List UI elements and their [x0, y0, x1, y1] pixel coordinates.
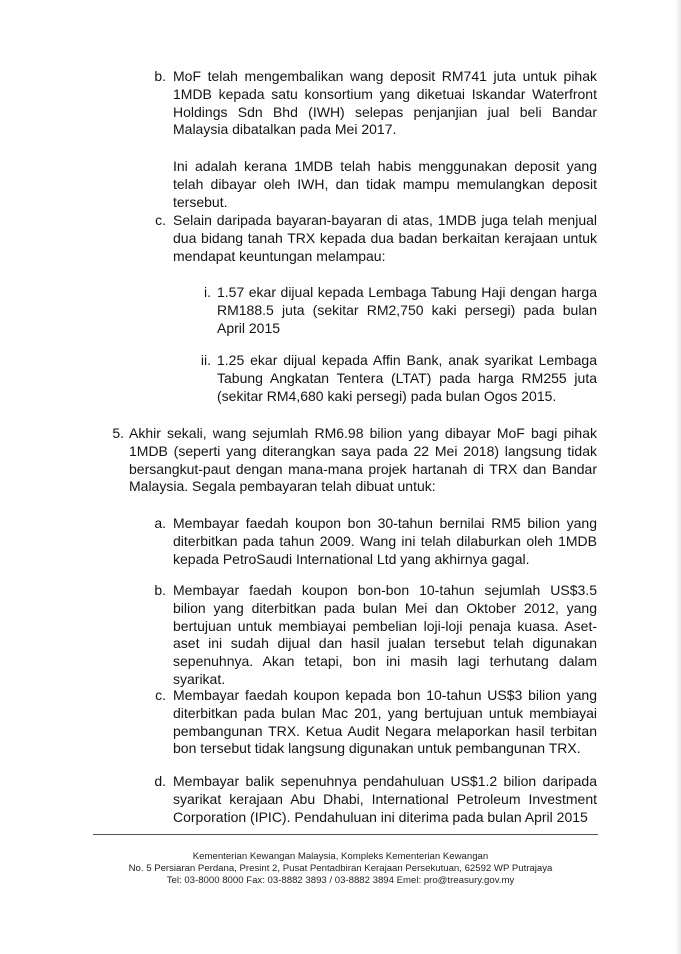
item-label: b.: [154, 68, 166, 84]
section-number: 5.: [112, 425, 124, 441]
item-label: d.: [154, 773, 166, 789]
footer-line-2: No. 5 Persiaran Perdana, Presint 2, Pusat Pentadbiran Kerajaan Persekutuan, 62592 WP Putrajaya: [128, 863, 553, 874]
item-5a-paragraph: Membayar faedah koupon bon 30-tahun bernilai RM5 bilion yang diterbitkan pada tahun 2009. Wang ini telah dilaburkan oleh 1MDB kepada PetroSaudi International Ltd yang akhirnya gagal.: [173, 515, 597, 567]
item-label: c.: [155, 212, 166, 228]
item-5d-paragraph: Membayar balik sepenuhnya pendahuluan US$1.2 bilion daripada syarikat kerajaan Abu Dhabi, International Petroleum Investment Corporation (IPIC). Pendahuluan ini diterima pada bulan April 2015: [173, 773, 597, 825]
item-label: b.: [154, 582, 166, 598]
subitem-i-paragraph: 1.57 ekar dijual kepada Lembaga Tabung Haji dengan harga RM188.5 juta (sekitar RM2,750 kaki persegi) pada bulan April 2015: [217, 284, 597, 336]
section-5-paragraph: Akhir sekali, wang sejumlah RM6.98 bilion yang dibayar MoF bagi pihak 1MDB (seperti yang diterangkan saya pada 22 Mei 2018) langsung tidak bersangkut-paut dengan mana-mana projek hartanah di TRX dan Bandar Malaysia. Segala pembayaran telah dibuat untuk:: [129, 425, 597, 495]
subitem-label: ii.: [200, 352, 211, 368]
item-c-paragraph: Selain daripada bayaran-bayaran di atas, 1MDB juga telah menjual dua bidang tanah TRX kepada dua badan berkaitan kerajaan untuk mendapat keuntungan melampau:: [173, 212, 597, 264]
subitem-ii-paragraph: 1.25 ekar dijual kepada Affin Bank, anak syarikat Lembaga Tabung Angkatan Tentera (LTAT) pada harga RM255 juta (sekitar RM4,680 kaki persegi) pada bulan Ogos 2015.: [217, 352, 597, 404]
item-b-followup: Ini adalah kerana 1MDB telah habis menggunakan deposit yang telah dibayar oleh IWH, dan tidak mampu memulangkan deposit tersebut.: [173, 158, 597, 210]
item-5c-paragraph: Membayar faedah koupon kepada bon 10-tahun US$3 bilion yang diterbitkan pada bulan Mac 201, yang bertujuan untuk membiayai pembangunan TRX. Ketua Audit Negara melaporkan hasil terbitan bon tersebut tidak langsung digunakan untuk pembangunan TRX.: [173, 687, 597, 757]
item-label: c.: [155, 687, 166, 703]
item-5b-paragraph: Membayar faedah koupon bon-bon 10-tahun sejumlah US$3.5 bilion yang diterbitkan pada bulan Mei dan Oktober 2012, yang bertujuan untuk membiayai pembelian loji-loji penaja kuasa. Aset-aset ini sudah dijual dan hasil jualan tersebut telah digunakan sepenuhnya. Akan tetapi, bon ini masih lagi terhutang dalam syarikat.: [173, 582, 597, 687]
footer-line-3: Tel: 03-8000 8000 Fax: 03-8882 3893 / 03-8882 3894 Emel: pro@treasury.gov.my: [166, 875, 515, 886]
footer-line-1: Kementerian Kewangan Malaysia, Kompleks Kementerian Kewangan: [192, 851, 489, 862]
item-b-paragraph: MoF telah mengembalikan wang deposit RM741 juta untuk pihak 1MDB kepada satu konsortium yang diketuai Iskandar Waterfront Holdings Sdn Bhd (IWH) selepas penjanjian jual beli Bandar Malaysia dibatalkan pada Mei 2017.: [173, 68, 597, 138]
item-label: a.: [154, 515, 166, 531]
page-edge-shadow: [675, 0, 681, 954]
subitem-label: i.: [204, 284, 211, 300]
footer-divider: [93, 834, 598, 835]
